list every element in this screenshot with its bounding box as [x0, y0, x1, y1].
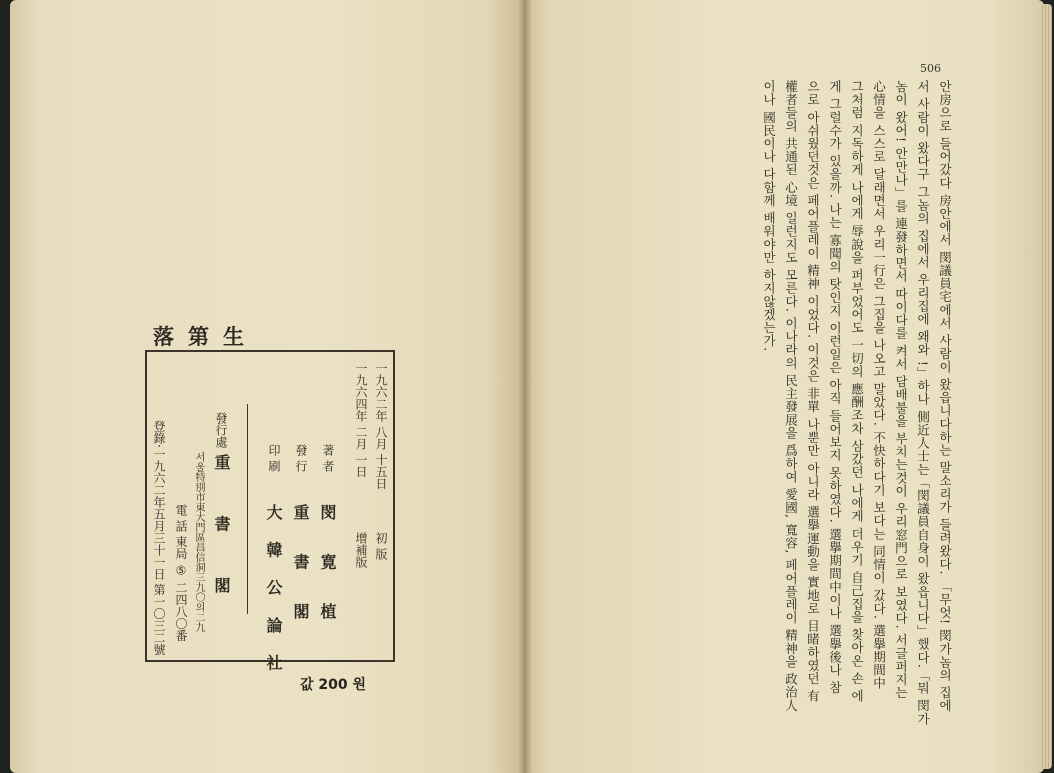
- edition-date-second: 一九六四年 二月 一日: [354, 362, 368, 478]
- text-line-3: 놈이 왔어! 안만나」를 連發하면서 따이다를 켜서 담배불을 부치는것이 우리窓門으로 보였다. 서글퍼지는: [893, 80, 909, 700]
- printer-name: 大 韓 公 論 社: [264, 504, 283, 679]
- text-line-4: 心情을 스스로 달래면서 우리一行은 그집을 나오고 말았다. 不快하다기 보다는 同情이 갔다. 選擧期間中: [871, 80, 887, 690]
- book-gutter: [518, 0, 532, 773]
- page-number: 506: [920, 62, 941, 75]
- edition-date-first: 一九六二年 八月 十五日: [374, 362, 388, 490]
- colophon-inner-rule: [247, 404, 248, 614]
- page-edges: [1040, 4, 1052, 769]
- publisher-name: 重 書 閣: [291, 504, 310, 634]
- author-name: 閔 寛 植: [318, 504, 337, 634]
- text-line-2: 서 사람이 왔다구 그놈의 집에서 우리집에 왜와 !」하나 側近人士는「閔議員自身이 왔읍니다」했다.「뭐 閔가: [915, 80, 931, 726]
- text-line-6: 게 그럴수가 있을까. 나는 寡聞의 탓인지 이런일은 아직 들어보지 못하였다. 選擧期間中이나 選擧後나 참: [827, 80, 843, 695]
- text-line-8: 權者들의 共通된 心境 일런지도 모른다. 이나라의 民主發展을 爲하여 愛國, 寬容, 페어플레이 精神을 政治人: [783, 80, 799, 712]
- price-label: 값 200 원: [300, 677, 367, 693]
- left-page: [10, 0, 525, 773]
- colophon-box: [145, 350, 395, 679]
- colophon-book-title: 落第生: [153, 324, 258, 349]
- publishing-office-name: 重 書 閣: [212, 454, 231, 614]
- author-role: 著 者: [321, 444, 335, 472]
- publishing-office-role: 發行處: [214, 412, 228, 448]
- text-line-9: 이나 國民이나 다함께 배워야만 하지않겠는가.: [761, 80, 777, 352]
- edition-label-second: 增補版: [354, 532, 368, 568]
- text-line-7: 으로 아쉬웠던것은 페어플레이 精神 이었다. 이것은 非單 나뿐만 아니라 選擧運動을 實地로 目睹하였던 有: [805, 80, 821, 703]
- registration-info: 登錄·一九六二年五月三十一日 第一〇三二號: [152, 420, 166, 656]
- edition-label-first: 初 版: [374, 532, 388, 560]
- printer-role: 印 刷: [267, 444, 281, 472]
- publisher-phone: 電 話 東局 ⑤ 二四八〇番: [174, 504, 188, 642]
- text-line-1: 안房으로 들어갔다 房안에서 閔議員宅에서 사람이 왔읍니다하는 말소리가 들려왔다. 「무엇! 閔가놈의 집에: [937, 80, 953, 713]
- text-line-5: 그처럼 지독하게 나에게 辱說을 퍼부었어도 一切의 應酬조차 삼갔던 나에게 더우기 自己집을 찾아온 손 에: [849, 80, 865, 703]
- publisher-address: 서울特別市東大門區昌信洞三九〇의二九: [193, 452, 204, 632]
- publisher-role: 發 行: [294, 444, 308, 472]
